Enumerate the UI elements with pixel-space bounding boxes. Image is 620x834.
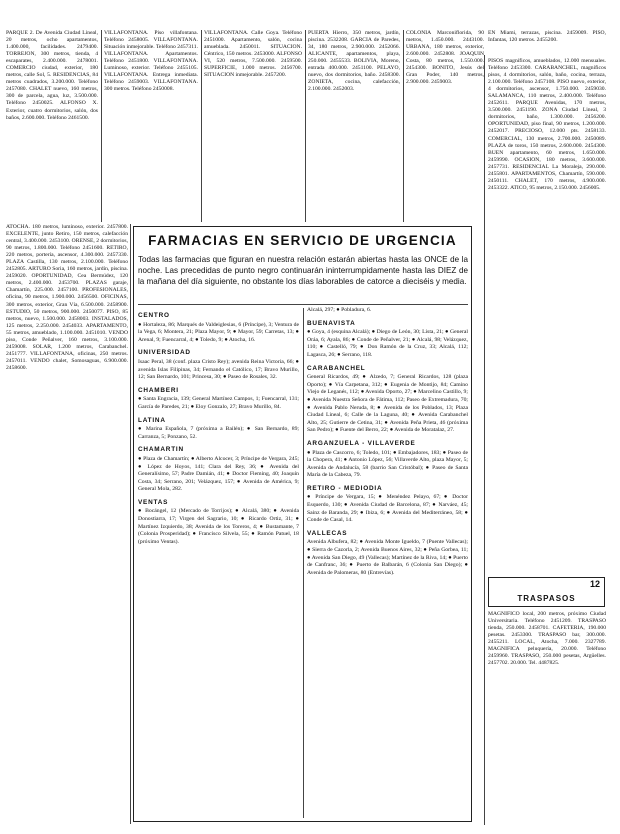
classified-text: VILLAFONTANA. Calle Goya. Teléfono 2451000. Apartamento, salón, cocina amueblada. 2450011. SITUACION. Céntrico, 150 metros. 2453000. ALFONSO VI, 520 metros, 7.500.000. 2459500. SUPERFICIE, 1.000 metros. 2456700. SITUACION inmejorable. 2457200.	[204, 30, 302, 79]
district-heading: LATINA	[138, 416, 166, 424]
column-divider	[130, 224, 131, 824]
district-block	[138, 499, 299, 547]
section-number: 12	[589, 579, 600, 589]
district-block	[307, 365, 468, 435]
district-block	[138, 387, 299, 412]
column-divider	[305, 30, 306, 222]
district-block	[138, 446, 299, 494]
district-heading: ARGANZUELA - VILLAVERDE	[307, 439, 416, 447]
top-col-6	[488, 30, 606, 55]
column-divider	[403, 30, 404, 222]
district-block	[138, 349, 299, 381]
classified-text: COLONIA Marconiflorida, 90 metros, 1.450.000. 2443100. URBANA, 180 metros, exterior, 2.600.000. 2452808. JOAQUIN Costa, 80 metros, 1.550.000. 2454300. BONITO, Jesús del Gran Poder, 140 metros, 2.900.000. 2459003.	[406, 30, 484, 86]
pharmacy-left-column	[138, 307, 299, 819]
top-col-3	[204, 30, 302, 220]
district-block	[138, 312, 299, 344]
column-divider	[201, 30, 202, 222]
district-block	[307, 485, 468, 525]
district-list: Isaac Peral, 38 (conf. plaza Cristo Rey); avenida Reina Victoria, 66; ● avenida Islas Filipinas, 34; Fernando el Católico, 17; Bravo Murillo, 12; San Bernardo, 101; Princesa, 30; ● Paseo de Rosales, 32.	[138, 358, 299, 381]
box-column-divider	[303, 308, 304, 818]
pharmacy-box-title: FARMACIAS EN SERVICIO DE URGENCIA	[148, 233, 457, 248]
district-list: ● Hortaleza, 86; Marqués de Valdeiglesias, 6 (Príncipe), 3; Ventura de la Vega, 6; Montera, 21; Plaza Mayor, 9; ● Mayor, 59; Carretas, 13; ● Arenal, 9; Fuencarral, 4; ● Toledo, 9; ● Atocha, 16.	[138, 321, 299, 343]
right-classified-column	[488, 58, 606, 574]
classified-text: MAGNIFICO local, 200 metros, próximo Ciudad Universitaria. Teléfono 2451209. TRASPASO tienda, 250.000. 2458701. CAFETERIA, 190.000 pesetas. 2453300. TRASPASO bar, 300.000. 2455211. LOCAL, Atocha, 7.000. 2327789. MAGNIFICA peluquería, 20.000. Teléfono 2459960. TRASPASO, 250.000 pesetas, Argüelles. 2457702. 20.000. Tel. 4487825.	[488, 611, 606, 667]
district-list: ● Santa Engracia, 139; General Martínez Campos, 1; Fuencarral, 131; García de Paredes, 21; ● Eloy Gonzalo, 27; Bravo Murillo, 84.	[138, 396, 299, 410]
district-heading: CENTRO	[138, 312, 170, 319]
top-col-1	[6, 30, 98, 220]
classified-text: PARQUE 2. De Avenida Ciudad Lineal, 20 metros, ocho apartamentos, 1.400.000, facilidades. 2479400. TORREJON, 300 metros, tienda, 4 escaparates, 2.400.000. 2478001. COMERCIO ciudad, exterior, 180 metros, calle Sol, 5. RESIDENCIAS, 84 metros cuadrados, 3.200.000. Teléfono 2457080. CHALET nuevo, 160 metros, 300 de parcela, agua, luz, 3.500.000. Teléfono 2450025. ALFONSO X. Exterior, cuatro dormitorios, salón, dos baños, 2.600.000. Teléfono 2461500.	[6, 30, 98, 121]
top-col-4	[308, 30, 400, 220]
section-label: TRASPASOS	[517, 594, 576, 603]
district-block	[307, 440, 468, 480]
district-list: General Ricardos, 49; ● Alzedo, 7; General Ricardos, 128 (plaza Oporto); ● Vía Carpetana, 312; ● Eugenia de Montijo, 84; Camino Viejo de Leganés, 112; ● Avenida Oporto, 27; ● Marcelino Castillo, 9; ● Avenida Nuestra Señora de Fátima, 112; Paseo de Extremadura, 70; ● Avenida Pablo Neruda, 8; ● Avenida de los Poblados, 13; Plaza Ciudad Lineal, 6; Calle de la Laguna, 40; ● Avenida Carabanchel Alto, 25; Gutierre de Cetina, 31; ● Avenida Peña Prieta, 46 (próxima San Pedro); ● Fuente del Berro, 22; ● Avenida de Moratalaz, 27.	[307, 374, 468, 434]
district-heading: BUENAVISTA	[307, 319, 356, 327]
district-list: ● Goya, 4 (esquina Alcalá); ● Diego de León, 30; Lista, 21; ● General Oráa, 6; Ayala, 86; ● Conde de Peñalver, 21; ● Alcalá, 98; Velázquez, 110; ● Castelló, 79; ● Don Ramón de la Cruz, 33; Alcalá, 112; Lagasca, 26; ● Serrano, 118.	[307, 329, 468, 358]
classified-text: ATOCHA. 180 metros, luminoso, exterior. 2457800. EXCELENTE, junto Retiro, 150 metros, calefacción central, 3.400.000. 2453100. ORENSE, 2 dormitorios, 90 metros, 1.800.000. Teléfono 2451600. RETIRO, 220 metros, portería, ascensor, 4.300.000. 2457330. PLAZA Castilla, 130 metros, 2.100.000. Teléfono 2452805. ARTURO Soria, 160 metros, jardín, piscina. 2459020. OPORTUNIDAD, Cea Bermúdez, 120 metros, 2.400.000. 2453700. PLAZAS garaje, Chamartín, 225.000. 2457100. PROFESIONALES, oficina, 90 metros, 1.900.000. 2456500. OFICINAS, 300 metros, exterior, Gran Vía, 6.500.000. 2458900. ESTUDIO, 50 metros, 900.000. 2450077. PISO, 85 metros, nuevo, 1.500.000. 2458003. INSTALADOS, 125 metros, 2.250.000. 2454033. APARTAMENTO, 55 metros, amueblado, 1.100.000. 2451010. VENDO piso, Conde Peñalver, 160 metros, 3.100.000. 2459008. SOLAR, 1.200 metros, Carabanchel. 2451777. VILLAFONTANA, oficinas, 250 metros. 2457011. VENDO chalet, Somosaguas, 6.900.000. 2458600.	[6, 224, 128, 371]
district-block	[307, 307, 468, 315]
pharmacy-right-column	[307, 307, 468, 819]
box-divider	[138, 304, 468, 305]
district-list: ● Plaza de Chamartín; ● Alberto Alcocer, 3; Príncipe de Vergara, 245; ● López de Hoyos, 141; Clara del Rey, 36; ● Avenida del Generalísimo, 57; Padre Damián, 41; ● Doctor Fleming, 40; Joaquín Costa, 34; Serrano, 201; Velázquez, 157; ● Avenida de América, 9; General Mola, 282.	[138, 455, 299, 493]
district-heading: VALLECAS	[307, 529, 348, 537]
district-list: ● Marina Española, 7 (próxima a Bailén); ● San Bernardo, 89; Carranza, 5; Ponzano, 52.	[138, 426, 299, 440]
district-list: ● Príncipe de Vergara, 15; ● Menéndez Pelayo, 67; ● Doctor Esquerdo, 130; ● Avenida Ciudad de Barcelona, 87; ● Narváez, 45; Sainz de Baranda, 29; ● Ibiza, 6; ● Avenida del Mediterráneo, 58; ● Conde de Casal, 14.	[307, 494, 468, 524]
traspasos-column	[488, 611, 606, 825]
district-block	[307, 320, 468, 360]
column-divider	[484, 55, 485, 825]
pharmacy-intro: Todas las farmacias que figuran en nuestra relación estarán abiertas hasta las ONCE de la noche. Las precedidas de punto negro continuarán ininterrumpidamente hasta las DIEZ de la mañana del día siguiente, no obstante los días laborables de catorce a dieciséis y media.	[138, 255, 468, 287]
district-heading: RETIRO - MEDIODIA	[307, 484, 383, 492]
district-block	[138, 417, 299, 442]
district-block	[307, 530, 468, 578]
classified-text: PISOS magníficos, amueblados, 12.000 mensuales. Teléfono 2453300. CARABANCHEL, magníficos pisos, 4 dormitorios, salón, baño, cocina, terraza, 2.100.000. Teléfono 2457108. PISO nuevo, exterior, 4 dormitorios, ascensor, 1.750.000. 2459030. SALAMANCA, 110 metros, 2.400.000. Teléfono 2452611. PARQUE Avenidas, 170 metros, 3.500.000. 2451190. ZONA Ciudad Lineal, 3 dormitorios, baño, 1.300.000. 2456200. OPORTUNIDAD, piso final, 90 metros, 1.200.000. 2452017. PRECIOSO, 12.000 pts. 2458133. COMERCIAL, 130 metros, 2.700.000. 2450089. PLAZA de toros, 150 metros, 2.600.000. 2454300. BUEN apartamento, 60 metros, 1.650.000. 2459990. OCASION, 180 metros, 3.600.000. 2457731. RESIDENCIAL La Moraleja, 290.000. 2455801. APARTAMENTOS, Chamartín, 590.000. 2450111. CHALET, 170 metros, 4.900.000. 2453322. ATICO, 95 metros, 2.150.000. 2456005.	[488, 58, 606, 191]
traspasos-header-box	[488, 577, 605, 607]
classified-text: PUERTA Hierro, 350 metros, jardín, piscina. 2532208. GARCIA de Paredes, 34, 180 metros, 2.900.000. 2452066. ALICANTE, apartamentos, playa, 250.000. 2455533. BOLIVIA, Moreno, entrada 400.000. 2451100. PELAYO, nuevo, dos dormitorios, baño. 2458300. ZONIETA, cocina, calefacción, 2.100.000. 2452003.	[308, 30, 400, 93]
column-divider	[101, 30, 102, 222]
classified-text: EN Miami, terrazas, piscina. 2459009. PISO, Infantas, 120 metros. 2455200.	[488, 30, 606, 44]
top-col-5	[406, 30, 484, 220]
district-heading: UNIVERSIDAD	[138, 349, 191, 357]
district-list: ● Bocángel, 12 (Mercado de Torrijos); ● Alcalá, 380; ● Avenida Donostiarra, 17; Virgen del Sagrario, 10; ● Ricardo Ortiz, 31; ● Martínez Izquierdo, 38; Avenida de los Toreros, 4; ● Bustamante, 7 (Colonia Prosperidad); ● Francisco Silvela, 55; ● Ramón Patuel, 18 (próximo Ventas).	[138, 508, 299, 545]
district-list: ● Plaza de Cascorro, 6; Toledo, 101; ● Embajadores, 183; ● Paseo de la Chopera, 41; ● Antonio López, 56; Villaverde Alto, plaza Mayor, 5; Avenida de Andalucía, 58 (barrio San Cristóbal); ● Paseo de Santa María de la Cabeza, 79.	[307, 449, 468, 479]
district-heading: CARABANCHEL	[307, 364, 366, 372]
district-heading: CHAMARTIN	[138, 446, 184, 454]
top-col-2	[104, 30, 198, 220]
district-heading: CHAMBERI	[138, 386, 179, 394]
district-heading: VENTAS	[138, 498, 169, 506]
district-list: Alcalá, 297; ● Pobladura, 6.	[307, 307, 372, 313]
district-list: Avenida Albufera, 82; ● Avenida Monte Igueldo, 7 (Puente Vallecas); ● Sierra de Cazorla, 2; Avenida Buenos Aires, 32; ● Peña Gorbea, 11; ● Avenida San Diego, 49 (Vallecas); Martínez de la Riva, 14; ● Puerto de Canfranc, 36; ● Puerto de Balbarán, 6 (Colonia San Diego); ● Avenida de Palomeras, 80 (Entrevías).	[307, 539, 468, 576]
left-classified-column	[6, 224, 128, 824]
classified-text: VILLAFONTANA. Piso villafontana. Teléfono 2458005. VILLAFONTANA. Situación inmejorable. Teléfono 2457311. VILLAFONTANA. Apartamentos. Teléfono 2451800. VILLAFONTANA. Luminoso, exterior. Teléfono 2455105. VILLAFONTANA. Entrega inmediata. Teléfono 2459003. VILLAFONTANA. 300 metros. Teléfono 2450008.	[104, 30, 198, 93]
